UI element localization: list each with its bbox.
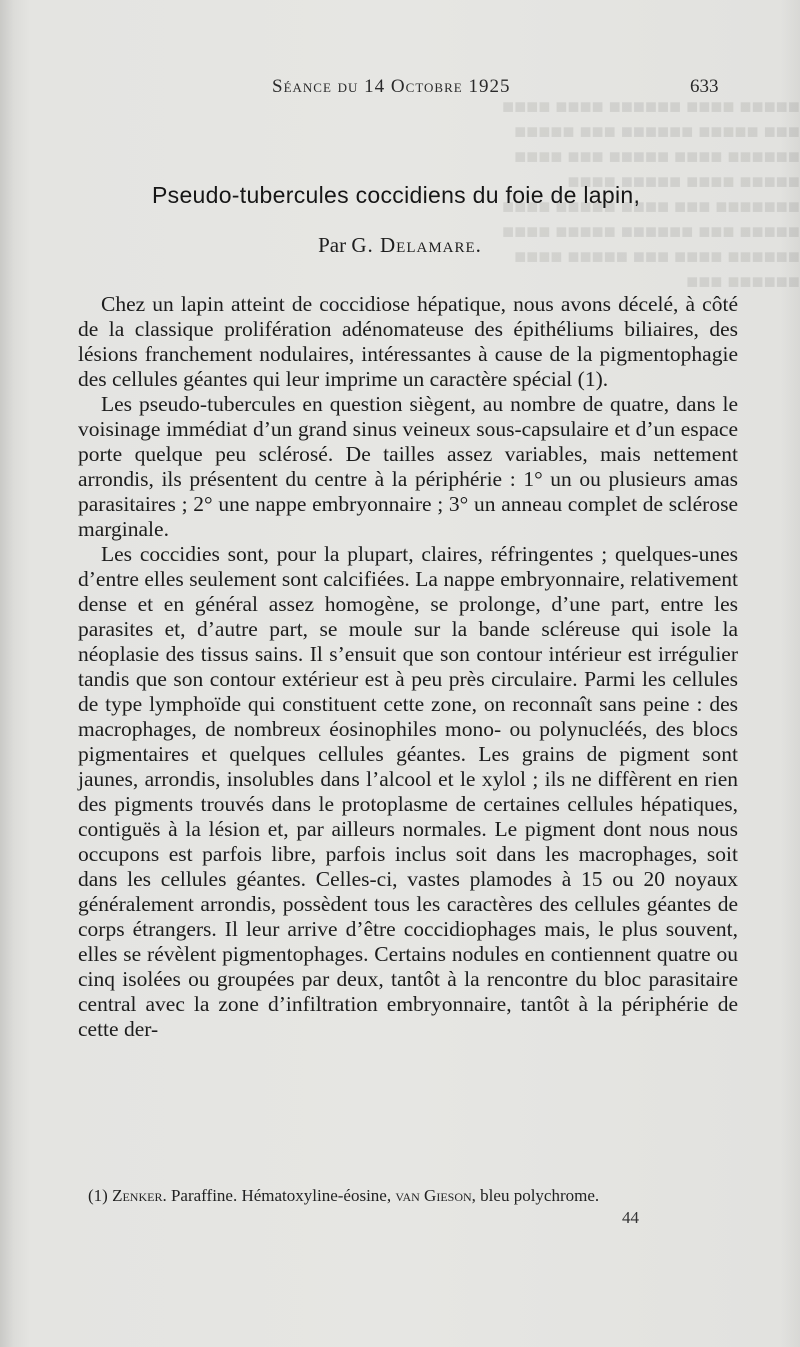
running-title: Séance du 14 Octobre 1925 <box>272 76 511 97</box>
show-through-texture: ■■■■■ ■■■■ ■■■■■■ ■■■■ ■■■■ ■■■ ■■■■■ ■■■■■■ ■■■ ■■■■■ ■■■■■■ ■■■■ ■■■■■ ■■■ ■■■■ ■■■■■ ■■■■ ■■■■■ ■■■■ ■■■■■■■ ■■■ ■■■■ ■■■■■ ■■■■ ■■■■■ ■■■ ■■■■■■ ■■■■■ ■■■■ ■■■■■■ ■■■■ ■■■ ■■■■■ ■■■■ ■■■■■■ ■■■ <box>502 96 800 293</box>
article-body <box>78 292 738 1042</box>
footnote-author-2: van Gieson, <box>395 1186 476 1205</box>
author-prefix: Par <box>318 233 347 257</box>
running-header <box>0 76 800 106</box>
paragraph: Les coccidies sont, pour la plupart, claires, réfringentes ; quelques-unes d’entre elles seulement sont calcifiées. La nappe embryonnaire, relativement dense et en général assez homogène, se prolonge, d’une part, entre les parasites et, d’autre part, se moule sur la bande scléreuse qui isole la néoplasie des tissus sains. Il s’ensuit que son contour intérieur est irrégulier tandis que son contour extérieur est à peu près circulaire. Parmi les cellules de type lymphoïde qui constituent cette zone, on reconnaît sans peine : des macrophages, de nombreux éosinophiles mono- ou polynucléés, des blocs pigmentaires et quelques cellules géantes. Les grains de pigment sont jaunes, arrondis, insolubles dans l’alcool et le xylol ; ils ne diffèrent en rien des pigments trouvés dans le protoplasme de certaines cellules hépatiques, contiguës à la lésion et, par ailleurs normales. Le pigment dont nous nous occupons est parfois libre, parfois inclus soit dans les macrophages, soit dans les cellules géantes. Celles-ci, vastes plamodes à 15 ou 20 noyaux généralement arrondis, possèdent tous les caractères des cellules géantes de corps étrangers. Il leur arrive d’être coccidiophages mais, le plus souvent, elles se révèlent pigmentophages. Certains nodules en contiennent quatre ou cinq isolées ou groupées par deux, tantôt à la rencontre du bloc parasitaire central avec la zone d’infiltration embryonnaire, tantôt à la périphérie de cette der- <box>78 542 738 1041</box>
author-name: G. Delamare. <box>351 233 482 257</box>
paragraph: Les pseudo-tubercules en question siègent, au nombre de quatre, dans le voisinage immédiat d’un grand sinus veineux sous-capsulaire et d’un espace porte quelque peu sclérosé. De tailles assez variables, mais nettement arrondis, ils présentent du centre à la périphérie : 1° un ou plusieurs amas parasitaires ; 2° une nappe embryonnaire ; 3° un anneau complet de sclérose marginale. <box>78 392 738 541</box>
footnote-text-2: bleu polychrome. <box>480 1186 600 1205</box>
signature-mark: 44 <box>622 1208 639 1227</box>
footnote <box>88 1185 728 1207</box>
footnote-author-1: Zenker. <box>112 1186 167 1205</box>
article-title: Pseudo-tubercules coccidiens du foie de lapin, <box>152 182 641 208</box>
author-line <box>0 233 800 258</box>
footnote-text-1: Paraffine. Hématoxyline-éosine, <box>170 1186 392 1205</box>
paragraph: Chez un lapin atteint de coccidiose hépatique, nous avons décelé, à côté de la classique prolifération adénomateuse des épithéliums biliaires, des lésions franchement nodulaires, intéressantes à cause de la pigmentophagie des cellules géantes qui leur imprime un caractère spécial (1). <box>78 292 738 391</box>
footnote-marker: (1) <box>88 1186 108 1205</box>
page-number: 633 <box>690 76 719 97</box>
